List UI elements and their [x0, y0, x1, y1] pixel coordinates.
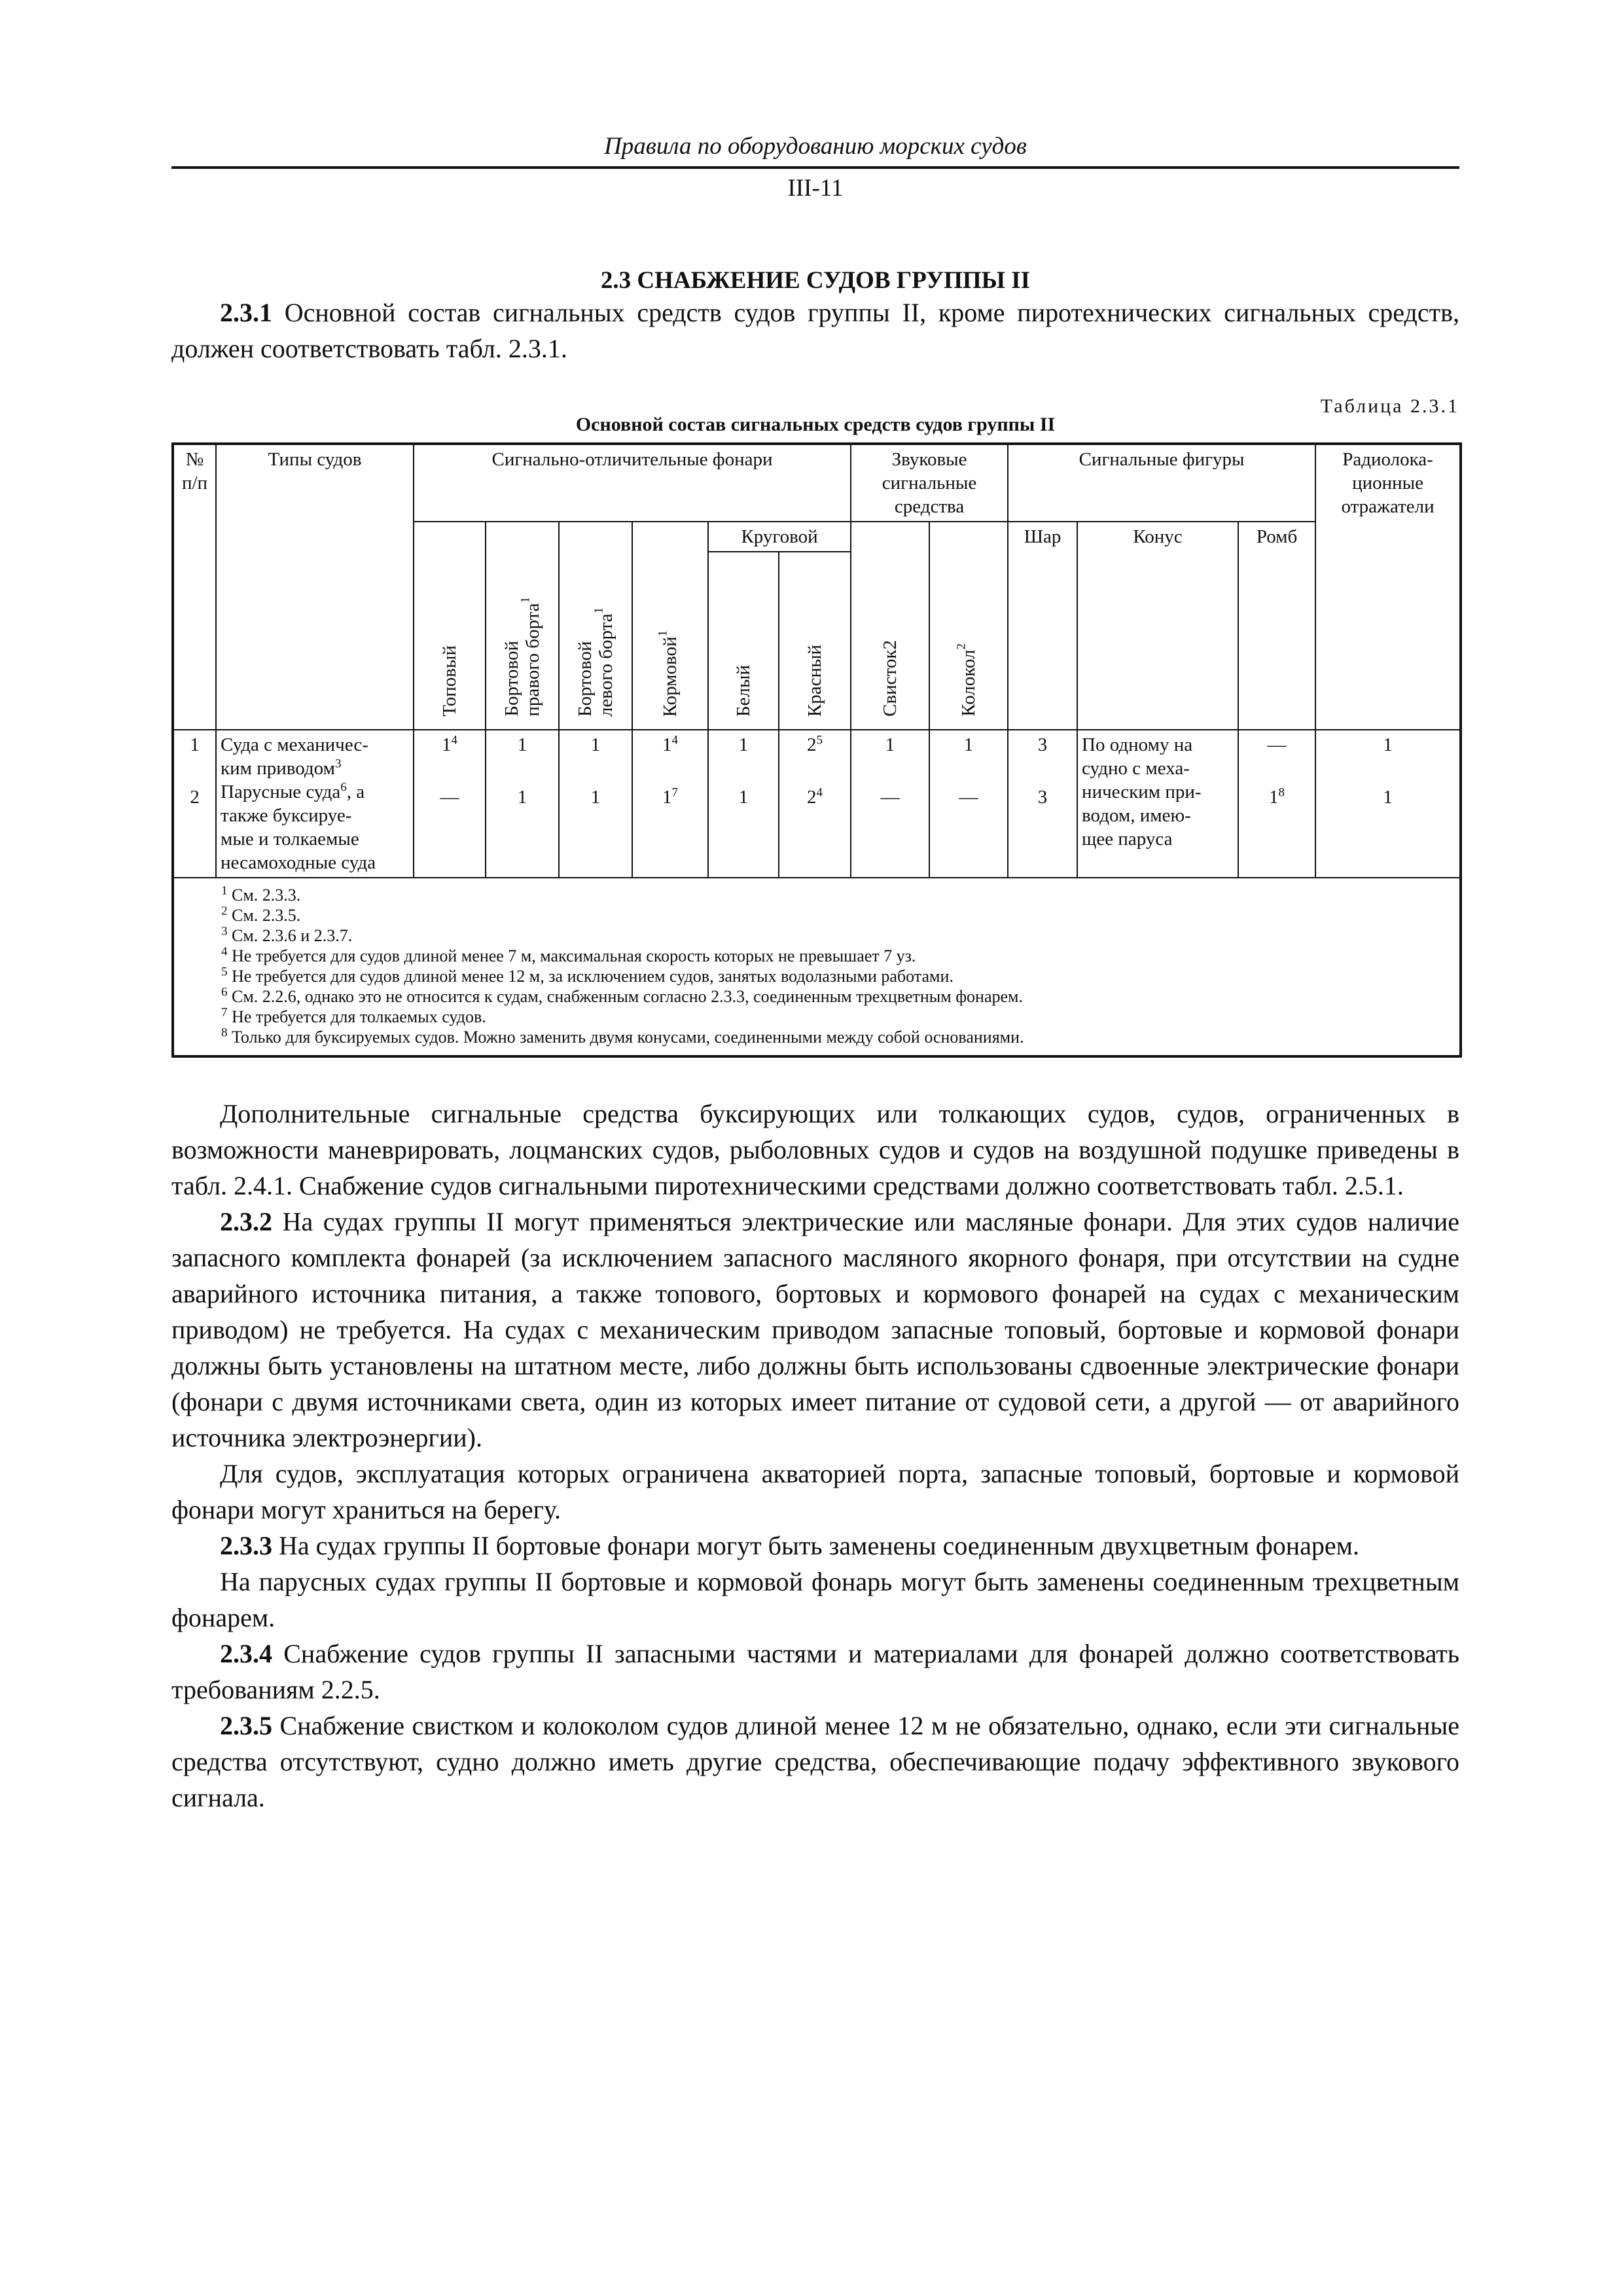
header-types: Типы судов	[216, 444, 414, 730]
header-whistle: Свисток2	[851, 522, 929, 730]
header-sound: Звуковые сигнальные средства	[851, 444, 1008, 522]
footnote: $^4$ Не требуется для судов длиной менее 7 м, максимальная скорость которых не превышает 7 уз.	[221, 944, 916, 965]
footnote: $^1$ См. 2.3.3.	[221, 884, 301, 905]
header-lights: Сигнально-отличительные фонари	[414, 444, 851, 522]
header-radar: Радиолока-ционные отражатели	[1315, 444, 1461, 730]
table-footnotes	[173, 878, 1461, 1056]
cell-cone: По одному на судно с меха- ническим при- водом, имею- щее паруса	[1077, 730, 1238, 878]
paragraph: На парусных судах группы II бортовые и кормовой фонарь могут быть заменены соединенным трехцветным фонарем.	[171, 1567, 1459, 1632]
cell-radar: 1 1	[1315, 730, 1461, 878]
cell-red: $2^5$ $2^4$	[779, 730, 851, 878]
cell-masthead: $1^4$ —	[414, 730, 486, 878]
header-num: № п/п	[173, 444, 216, 730]
body-text	[171, 1096, 1459, 1816]
intro-paragraph	[171, 295, 1459, 367]
cell-diamond: — $1^8$	[1238, 730, 1315, 878]
paragraph: 2.3.3 На судах группы II бортовые фонари могут быть заменены соединенным двухцветным фонарем.	[220, 1531, 1359, 1560]
header-circular: Круговой	[708, 522, 851, 552]
cell-side-starboard: 1 1	[486, 730, 559, 878]
header-side-starboard: Бортовой правого борта$^1$	[486, 522, 559, 730]
clause-number: 2.3.1	[220, 298, 272, 327]
cell-stern: $1^4$ $1^7$	[632, 730, 708, 878]
table-header-row	[173, 444, 1461, 522]
header-shapes: Сигнальные фигуры	[1008, 444, 1315, 522]
footnote: $^8$ Только для буксируемых судов. Можно заменить двумя конусами, соединенными между собой основаниями.	[221, 1026, 1024, 1047]
clause-number: 2.3.3	[220, 1531, 272, 1560]
cell-white: 1 1	[708, 730, 779, 878]
header-bell: Колокол$^2$	[929, 522, 1008, 730]
vessel-types: Суда с механичес- ким приводом$^3$ Парусные суда$^6$, а также буксируе- мые и толкаемые несамоходные суда	[216, 730, 414, 878]
clause-number: 2.3.4	[220, 1639, 272, 1668]
header-ball: Шар	[1008, 522, 1077, 730]
signal-equipment-table	[171, 442, 1462, 1058]
footnote: $^7$ Не требуется для толкаемых судов.	[221, 1005, 486, 1026]
header-masthead: Топовый	[414, 522, 486, 730]
footnote: $^2$ См. 2.3.5.	[221, 904, 301, 925]
paragraph-text: Основной состав сигнальных средств судов группы II, кроме пиротехнических сигнальных средств, должен соответствовать табл. 2.3.1.	[171, 298, 1460, 363]
running-title: Правила по оборудованию морских судов	[171, 131, 1459, 169]
cell-whistle: 1 —	[851, 730, 929, 878]
paragraph: 2.3.5 Снабжение свистком и колоколом судов длиной менее 12 м не обязательно, однако, если эти сигнальные средства отсутствуют, судно должно иметь другие средства, обеспечивающие подачу эффективного звукового сигнала.	[171, 1711, 1459, 1812]
clause-number: 2.3.2	[220, 1207, 272, 1236]
paragraph: Для судов, эксплуатация которых ограничена акваторией порта, запасные топовый, бортовые и кормовой фонари могут храниться на берегу.	[171, 1459, 1459, 1524]
document-page	[171, 131, 1459, 1816]
header-cone: Конус	[1077, 522, 1238, 730]
table-title: Основной состав сигнальных средств судов группы II	[575, 414, 1056, 435]
table-footnotes-row	[173, 878, 1461, 1056]
header-stern: Кормовой$^1$	[632, 522, 708, 730]
paragraph: Дополнительные сигнальные средства буксирующих или толкающих судов, судов, ограниченных в возможности маневрировать, лоцманских судов, рыболовных судов и судов на воздушной подушке приведены в табл. 2.4.1. Снабжение судов сигнальными пиротехническими средствами должно соответствовать табл. 2.5.1.	[171, 1099, 1459, 1200]
paragraph: 2.3.4 Снабжение судов группы II запасными частями и материалами для фонарей должно соответствовать требованиям 2.2.5.	[171, 1639, 1460, 1704]
header-diamond: Ромб	[1238, 522, 1315, 730]
header-red: Красный	[779, 552, 851, 730]
footnote: $^3$ См. 2.3.6 и 2.3.7.	[221, 924, 353, 945]
footnote: $^6$ См. 2.2.6, однако это не относится к судам, снабженным согласно 2.3.3, соединенным трехцветным фонарем.	[221, 985, 1023, 1006]
section-title: 2.3 СНАБЖЕНИЕ СУДОВ ГРУППЫ II	[600, 267, 1031, 294]
footnote: $^5$ Не требуется для судов длиной менее 12 м, за исключением судов, занятых водолазными работами.	[221, 965, 954, 986]
header-side-port: Бортовой левого борта$^1$	[559, 522, 632, 730]
cell-side-port: 1 1	[559, 730, 632, 878]
clause-number: 2.3.5	[220, 1711, 272, 1740]
cell-ball: 3 3	[1008, 730, 1077, 878]
table-label: Таблица 2.3.1	[1320, 395, 1459, 417]
row-numbers: 1 2	[173, 730, 216, 878]
header-white: Белый	[708, 552, 779, 730]
paragraph: 2.3.2 На судах группы II могут применяться электрические или масляные фонари. Для этих судов наличие запасного комплекта фонарей (за исключением запасного масляного якорного фонаря, при отсутствии на судне аварийного источника питания, а также топового, бортовых и кормового фонарей на судах с механическим приводом) не требуется. На судах с механическим приводом запасные топовый, бортовые и кормовой фонари должны быть установлены на штатном месте, либо должны быть использованы сдвоенные электрические фонари (фонари с двумя источниками света, один из которых имеет питание от судовой сети, а другой — от аварийного источника электроэнергии).	[171, 1207, 1460, 1452]
page-number: III-11	[787, 175, 844, 202]
cell-bell: 1 —	[929, 730, 1008, 878]
table-body-row	[173, 730, 1461, 878]
